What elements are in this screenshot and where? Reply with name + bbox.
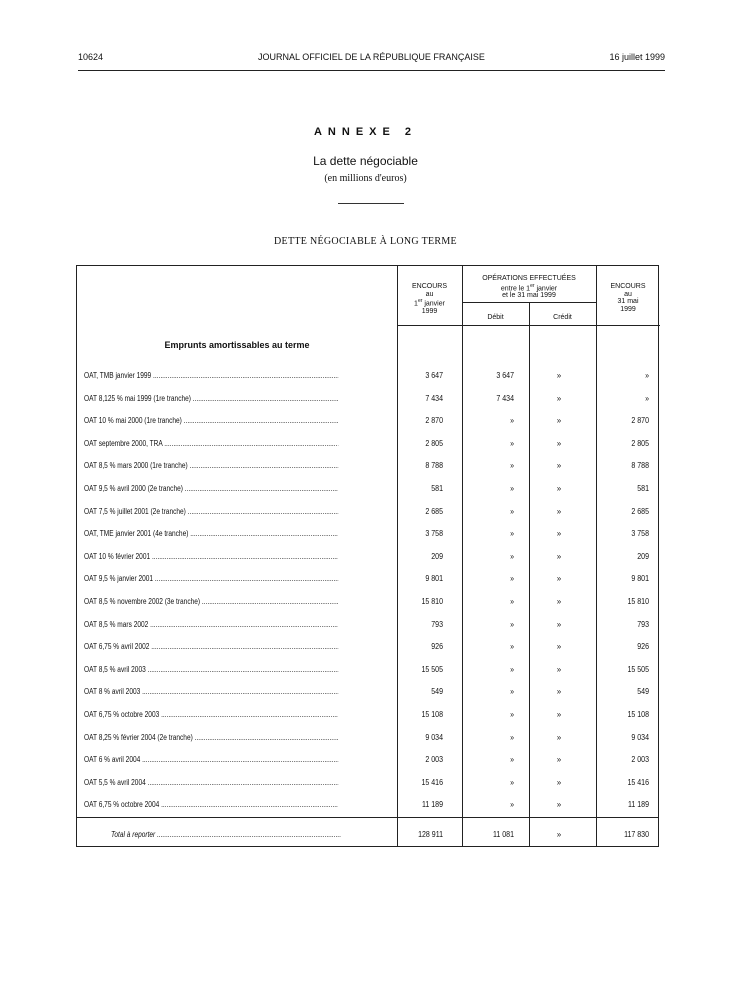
encours-end-value: 549: [637, 687, 649, 697]
encours-end-value: »: [645, 393, 649, 403]
encours-start-value: 15 505: [421, 664, 443, 674]
table-row: [77, 461, 658, 475]
header-line: ENCOURS: [610, 283, 646, 290]
row-label: OAT 9,5 % avril 2000 (2e tranche) .....: [84, 484, 338, 493]
encours-start-value: 3 758: [425, 529, 443, 539]
debit-value: »: [510, 777, 514, 787]
debit-value: »: [510, 800, 514, 810]
row-label: OAT 8,5 % mars 2002 .....: [84, 620, 338, 629]
document-title: La dette négociable: [313, 154, 418, 168]
debit-value: »: [510, 506, 514, 516]
encours-start-value: 15 416: [421, 777, 443, 787]
section-title: DETTE NÉGOCIABLE À LONG TERME: [274, 236, 457, 247]
encours-end-value: 15 416: [627, 777, 649, 787]
header-debit: Débit: [487, 314, 504, 321]
row-label: OAT 8,125 % mai 1999 (1re tranche) .....: [84, 394, 338, 403]
encours-start-value: 2 003: [425, 755, 443, 765]
encours-end-value: 9 801: [631, 574, 649, 584]
debt-table: [76, 265, 659, 847]
page-header: [78, 52, 665, 68]
debit-value: »: [510, 597, 514, 606]
row-label: OAT 6 % avril 2004 .....: [84, 755, 338, 764]
table-row: [77, 800, 658, 814]
header-rule: [462, 325, 596, 326]
total-row: [77, 830, 658, 844]
encours-end-value: 2 003: [631, 755, 649, 765]
debit-value: »: [510, 755, 514, 765]
encours-start-value: 793: [431, 619, 443, 629]
debit-value: »: [510, 710, 514, 719]
table-row: [77, 394, 658, 408]
table-row: [77, 439, 658, 453]
publication-date: 16 juillet 1999: [609, 52, 665, 62]
total-rule: [77, 817, 658, 818]
table-row: [77, 371, 658, 385]
table-row: [77, 597, 658, 611]
credit-value: »: [556, 732, 562, 742]
debit-value: »: [510, 551, 514, 561]
credit-value: »: [556, 506, 562, 516]
encours-start-value: 11 189: [421, 800, 443, 810]
total-encours-start: 128 911: [418, 830, 443, 839]
table-row: [77, 552, 658, 566]
table-row: [77, 574, 658, 588]
encours-end-value: »: [645, 371, 649, 380]
credit-value: »: [556, 664, 562, 674]
header-rule: [78, 70, 665, 71]
row-label: OAT 6,75 % octobre 2003 .....: [84, 710, 338, 719]
encours-end-value: 3 758: [631, 529, 649, 539]
credit-value: »: [556, 371, 562, 380]
credit-value: »: [556, 710, 562, 719]
debit-value: »: [510, 529, 514, 539]
header-encours-start: [397, 283, 462, 315]
table-row: [77, 642, 658, 656]
debit-value: 7 434: [496, 393, 514, 403]
encours-end-value: 926: [637, 642, 649, 652]
header-line: au: [425, 290, 434, 298]
header-line: entre le 1er janvier: [500, 282, 558, 292]
row-label: OAT, TMB janvier 1999 .....: [84, 371, 338, 380]
row-label: OAT 8,5 % mars 2000 (1re tranche) .....: [84, 461, 338, 470]
credit-value: »: [556, 438, 562, 448]
encours-end-value: 793: [637, 619, 649, 629]
header-line: au: [624, 290, 632, 298]
encours-end-value: 15 505: [627, 664, 649, 674]
debit-value: 3 647: [496, 371, 514, 380]
encours-start-value: 3 647: [425, 371, 443, 380]
row-label: OAT septembre 2000, TRA .....: [84, 439, 338, 448]
credit-value: »: [556, 461, 562, 471]
debit-value: »: [510, 732, 514, 742]
debit-value: »: [510, 642, 514, 652]
header-credit: Crédit: [553, 314, 572, 321]
row-label: OAT 6,75 % avril 2002 .....: [84, 642, 338, 651]
header-line: 1999: [620, 305, 636, 313]
credit-value: »: [556, 574, 562, 584]
encours-end-value: 2 805: [631, 438, 649, 448]
header-operations: [462, 275, 596, 300]
credit-value: »: [556, 755, 562, 765]
title-rule: [338, 203, 404, 204]
table-row: [77, 620, 658, 634]
header-rule: [397, 325, 462, 326]
credit-value: »: [556, 619, 562, 629]
row-label: OAT, TME janvier 2001 (4e tranche) .....: [84, 529, 338, 538]
credit-value: »: [556, 393, 562, 403]
table-row: [77, 529, 658, 543]
row-label: OAT 8,25 % février 2004 (2e tranche) .....: [84, 733, 338, 742]
encours-end-value: 2 685: [631, 506, 649, 516]
total-credit: »: [556, 830, 562, 839]
table-row: [77, 484, 658, 498]
table-row: [77, 665, 658, 679]
header-encours-end: [596, 283, 660, 313]
subheading: Emprunts amortissables au terme: [164, 340, 310, 350]
header-rule: [462, 302, 596, 303]
encours-start-value: 8 788: [425, 461, 443, 471]
page-number: 10624: [78, 52, 104, 62]
total-debit: 11 081: [492, 830, 514, 839]
encours-end-value: 581: [637, 484, 649, 493]
debit-value: »: [510, 619, 514, 629]
encours-start-value: 926: [431, 642, 443, 652]
header-line: OPÉRATIONS EFFECTUÉES: [482, 275, 576, 282]
encours-start-value: 2 870: [425, 416, 443, 426]
encours-start-value: 209: [431, 551, 443, 561]
table-row: [77, 710, 658, 724]
header-line: ENCOURS: [411, 283, 447, 290]
encours-start-value: 549: [431, 687, 443, 697]
header-line: et le 31 mai 1999: [502, 292, 556, 300]
encours-start-value: 9 801: [425, 574, 443, 584]
journal-title: JOURNAL OFFICIEL DE LA RÉPUBLIQUE FRANÇAISE: [258, 52, 485, 62]
table-row: [77, 755, 658, 769]
encours-start-value: 9 034: [425, 732, 443, 742]
row-label: OAT 8 % avril 2003 .....: [84, 687, 338, 696]
debit-value: »: [510, 574, 514, 584]
annexe-title: ANNEXE 2: [313, 126, 418, 138]
credit-value: »: [556, 551, 562, 561]
total-label: Total à reporter .....: [111, 830, 341, 839]
credit-value: »: [556, 777, 562, 787]
encours-start-value: 2 685: [425, 506, 443, 516]
row-label: OAT 6,75 % octobre 2004 .....: [84, 800, 338, 809]
encours-end-value: 209: [637, 551, 649, 561]
debit-value: »: [510, 438, 514, 448]
header-line: 1er janvier: [414, 298, 445, 308]
encours-end-value: 2 870: [631, 416, 649, 426]
encours-end-value: 9 034: [631, 732, 649, 742]
debit-value: »: [510, 687, 514, 697]
table-row: [77, 733, 658, 747]
debit-value: »: [510, 416, 514, 426]
encours-end-value: 8 788: [631, 461, 649, 471]
encours-start-value: 2 805: [425, 438, 443, 448]
encours-start-value: 581: [431, 484, 443, 493]
encours-start-value: 7 434: [425, 393, 443, 403]
table-row: [77, 778, 658, 792]
row-label: OAT 10 % février 2001 .....: [84, 552, 338, 561]
credit-value: »: [556, 416, 562, 426]
header-rule: [596, 325, 660, 326]
row-label: OAT 8,5 % novembre 2002 (3e tranche) .....: [84, 597, 338, 606]
header-line: 31 mai: [617, 298, 639, 305]
header-line: 1999: [421, 307, 438, 315]
credit-value: »: [556, 687, 562, 697]
table-row: [77, 687, 658, 701]
table-row: [77, 507, 658, 521]
encours-start-value: 15 108: [421, 710, 443, 719]
credit-value: »: [556, 597, 562, 606]
unit-note: (en millions d'euros): [324, 173, 407, 184]
encours-start-value: 15 810: [421, 597, 443, 606]
row-label: OAT 10 % mai 2000 (1re tranche) .....: [84, 416, 338, 425]
row-label: OAT 5,5 % avril 2004 .....: [84, 778, 338, 787]
debit-value: »: [510, 461, 514, 471]
credit-value: »: [556, 484, 562, 493]
credit-value: »: [556, 800, 562, 810]
row-label: OAT 7,5 % juillet 2001 (2e tranche) .....: [84, 507, 338, 516]
row-label: OAT 8,5 % avril 2003 .....: [84, 665, 338, 674]
encours-end-value: 11 189: [627, 800, 649, 810]
encours-end-value: 15 810: [627, 597, 649, 606]
credit-value: »: [556, 642, 562, 652]
debit-value: »: [510, 664, 514, 674]
debit-value: »: [510, 484, 514, 493]
credit-value: »: [556, 529, 562, 539]
encours-end-value: 15 108: [627, 710, 649, 719]
table-row: [77, 416, 658, 430]
row-label: OAT 9,5 % janvier 2001 .....: [84, 574, 338, 583]
total-encours-end: 117 830: [624, 830, 649, 839]
